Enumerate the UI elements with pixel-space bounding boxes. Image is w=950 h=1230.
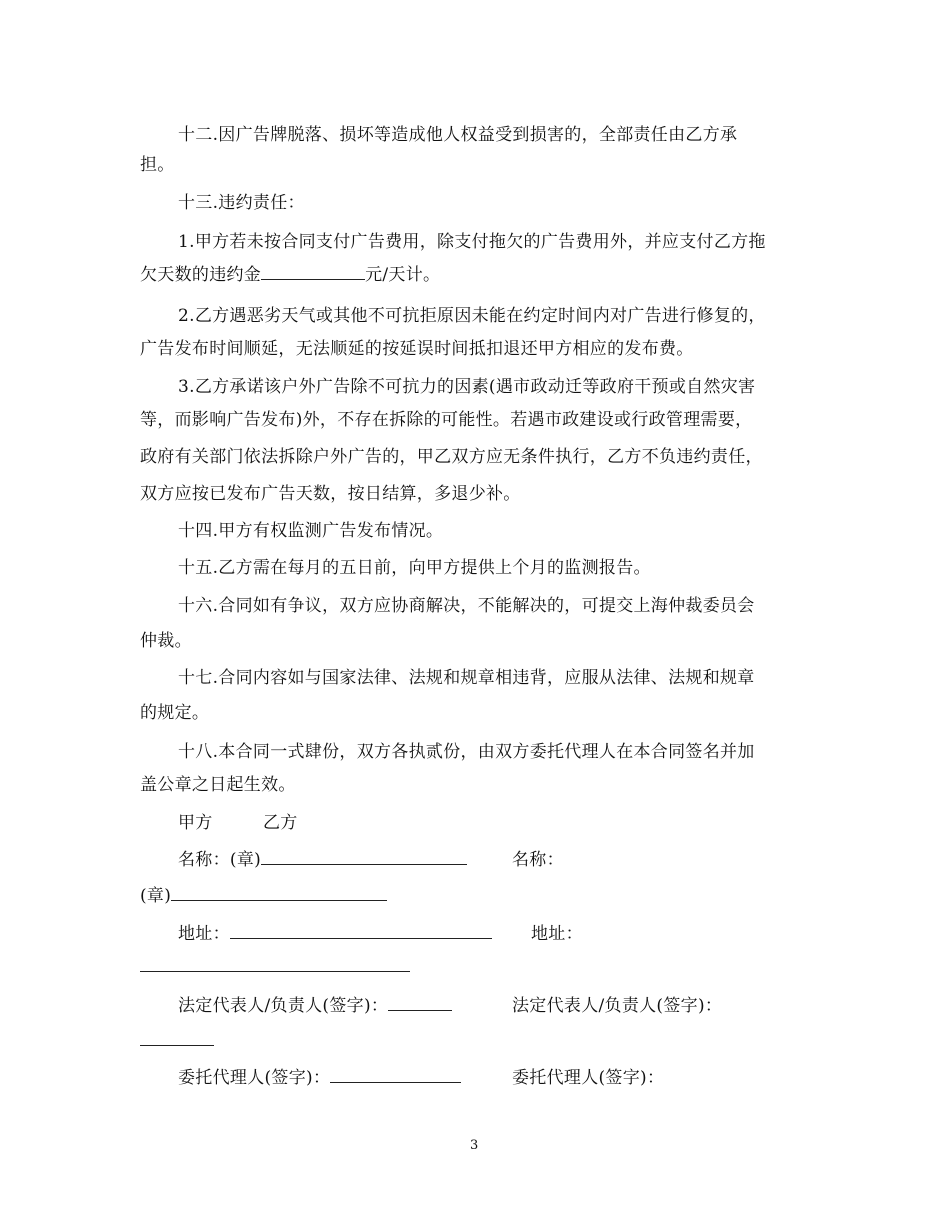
- clause-14: 十四.甲方有权监测广告发布情况。: [178, 521, 444, 541]
- party-b-name-blank[interactable]: [171, 886, 387, 901]
- party-b-seal-row: [140, 885, 387, 907]
- party-a-legal-rep-row: [178, 995, 452, 1017]
- party-a-name-row: [178, 849, 467, 871]
- party-b-seal-label: (章): [140, 886, 172, 906]
- penalty-unit-text: 元/天计。: [365, 265, 441, 285]
- clause-18-line-1: 十八.本合同一式肆份，双方各执贰份，由双方委托代理人在本合同签名并加: [178, 742, 755, 762]
- penalty-text: 欠天数的违约金: [140, 265, 262, 285]
- party-a-agent-row: [178, 1067, 461, 1089]
- party-b-address-row: [140, 956, 410, 978]
- clause-13-heading: 十三.违约责任：: [178, 193, 305, 213]
- party-a-name-label: 名称：(章): [178, 850, 262, 870]
- party-a-legal-rep-label: 法定代表人/负责人(签字)：: [178, 996, 389, 1016]
- party-a-address-blank[interactable]: [230, 924, 492, 939]
- clause-12-line-2: 担。: [140, 155, 175, 175]
- clause-13-item-1-line-2: [140, 264, 440, 286]
- party-b-legal-rep-row: [140, 1030, 214, 1052]
- party-a-label: 甲方: [178, 813, 213, 833]
- party-b-agent-label: 委托代理人(签字)：: [512, 1068, 665, 1088]
- clause-13-item-3-line-1: 3.乙方承诺该户外广告除不可抗力的因素(遇市政动迁等政府干预或自然灾害: [178, 377, 756, 397]
- clause-16-line-1: 十六.合同如有争议，双方应协商解决，不能解决的，可提交上海仲裁委员会: [178, 596, 755, 616]
- clause-13-item-3-line-2: 等，而影响广告发布)外，不存在拆除的可能性。若遇市政建设或行政管理需要，: [140, 410, 753, 430]
- party-b-address-blank[interactable]: [140, 957, 410, 972]
- clause-13-item-1-line-1: 1.甲方若未按合同支付广告费用，除支付拖欠的广告费用外，并应支付乙方拖: [178, 232, 766, 252]
- party-a-agent-label: 委托代理人(签字)：: [178, 1068, 331, 1088]
- clause-18-line-2: 盖公章之日起生效。: [140, 775, 296, 795]
- party-b-legal-rep-label: 法定代表人/负责人(签字)：: [512, 996, 723, 1016]
- clause-13-item-2-line-2: 广告发布时间顺延，无法顺延的按延误时间抵扣退还甲方相应的发布费。: [140, 339, 694, 359]
- party-b-address-label: 地址：: [531, 924, 583, 944]
- party-b-legal-rep-blank[interactable]: [140, 1031, 214, 1046]
- party-a-address-label: 地址：: [178, 924, 230, 944]
- party-b-label: 乙方: [263, 813, 298, 833]
- clause-16-line-2: 仲裁。: [140, 631, 192, 651]
- clause-13-item-2-line-1: 2.乙方遇恶劣天气或其他不可抗拒原因未能在约定时间内对广告进行修复的，: [178, 306, 766, 326]
- clause-13-item-3-line-4: 双方应按已发布广告天数，按日结算，多退少补。: [140, 484, 521, 504]
- clause-15: 十五.乙方需在每月的五日前，向甲方提供上个月的监测报告。: [178, 558, 651, 578]
- clause-13-item-3-line-3: 政府有关部门依法拆除户外广告的，甲乙双方应无条件执行，乙方不负违约责任，: [140, 447, 763, 467]
- page-number: 3: [470, 1138, 479, 1153]
- party-a-agent-blank[interactable]: [330, 1068, 461, 1083]
- clause-17-line-2: 的规定。: [140, 703, 210, 723]
- clause-12-line-1: 十二.因广告牌脱落、损坏等造成他人权益受到损害的，全部责任由乙方承: [178, 125, 738, 145]
- party-a-name-blank[interactable]: [261, 850, 467, 865]
- penalty-amount-blank: [261, 265, 365, 280]
- party-a-address-row: [178, 923, 492, 945]
- party-b-name-label: 名称：: [512, 850, 564, 870]
- party-a-legal-rep-blank[interactable]: [388, 996, 452, 1011]
- clause-17-line-1: 十七.合同内容如与国家法律、法规和规章相违背，应服从法律、法规和规章: [178, 668, 755, 688]
